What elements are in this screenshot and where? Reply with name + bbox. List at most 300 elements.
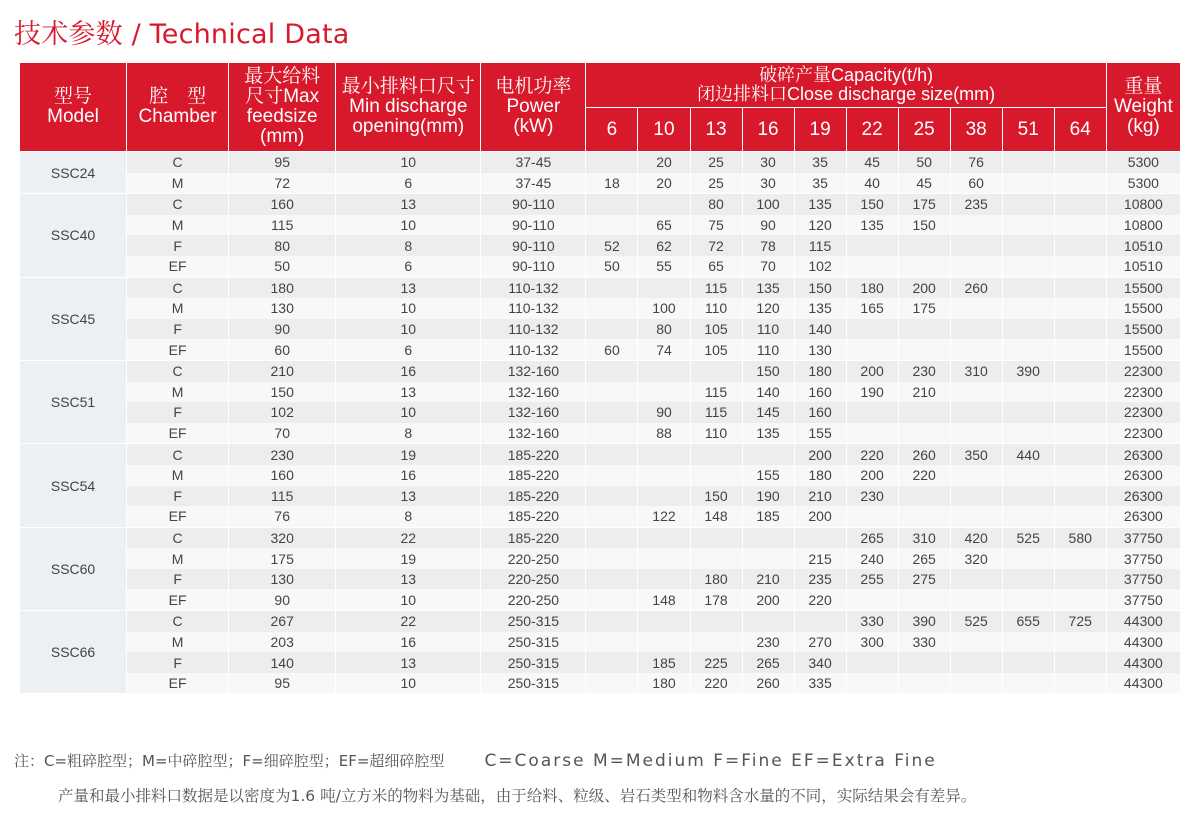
power-cell: 250-315 — [481, 673, 586, 694]
capacity-cell — [898, 486, 950, 507]
feedsize-cell: 160 — [229, 465, 336, 486]
table-row — [20, 506, 1181, 527]
weight-cell: 26300 — [1106, 444, 1180, 465]
table-row — [20, 402, 1181, 423]
capacity-cell: 255 — [846, 569, 898, 590]
power-cell: 185-220 — [481, 465, 586, 486]
chamber-cell: EF — [127, 506, 229, 527]
capacity-cell: 60 — [950, 173, 1002, 194]
disclaimer-note: 产量和最小排料口数据是以密度为1.6 吨/立方米的物料为基础，由于给料、粒级、岩石类型和物料含水量的不同，实际结果会有差异。 — [58, 787, 977, 805]
capacity-cell: 150 — [846, 194, 898, 215]
capacity-cell: 235 — [794, 569, 846, 590]
min-discharge-cell: 8 — [336, 506, 481, 527]
table-row — [20, 277, 1181, 298]
capacity-cell: 180 — [846, 277, 898, 298]
capacity-cell — [846, 652, 898, 673]
capacity-cell — [1002, 423, 1054, 444]
capacity-cell — [586, 465, 638, 486]
header-capacity — [586, 63, 1106, 108]
capacity-cell: 60 — [586, 339, 638, 360]
header-feed-l2: 尺寸Max — [245, 86, 320, 108]
capacity-cell — [1054, 569, 1106, 590]
feedsize-cell: 60 — [229, 339, 336, 360]
capacity-cell — [586, 611, 638, 632]
capacity-cell — [950, 569, 1002, 590]
capacity-cell: 50 — [586, 256, 638, 277]
chamber-cell: C — [127, 611, 229, 632]
capacity-cell: 35 — [794, 173, 846, 194]
capacity-cell — [794, 611, 846, 632]
header-feed-l1: 最大给料 — [244, 66, 321, 88]
power-cell: 220-250 — [481, 589, 586, 610]
weight-cell: 22300 — [1106, 402, 1180, 423]
weight-cell: 10510 — [1106, 256, 1180, 277]
capacity-cell — [638, 277, 690, 298]
capacity-cell — [898, 589, 950, 610]
table-row — [20, 465, 1181, 486]
feedsize-cell: 150 — [229, 382, 336, 403]
capacity-cell: 200 — [846, 465, 898, 486]
header-feed-l4: (mm) — [260, 125, 305, 147]
header-min-discharge — [336, 63, 481, 152]
header-model-zh: 型号 — [54, 86, 93, 108]
capacity-cell — [846, 589, 898, 610]
table-row — [20, 215, 1181, 236]
weight-cell: 44300 — [1106, 652, 1180, 673]
capacity-cell: 160 — [794, 402, 846, 423]
capacity-cell: 80 — [638, 319, 690, 340]
header-size-38: 38 — [950, 108, 1002, 152]
capacity-cell: 230 — [742, 632, 794, 653]
feedsize-cell: 50 — [229, 256, 336, 277]
capacity-cell — [1054, 673, 1106, 694]
model-cell: SSC45 — [20, 277, 127, 360]
capacity-cell: 225 — [690, 652, 742, 673]
feedsize-cell: 90 — [229, 589, 336, 610]
min-discharge-cell: 13 — [336, 652, 481, 673]
capacity-cell — [1002, 256, 1054, 277]
feedsize-cell: 80 — [229, 235, 336, 256]
feedsize-cell: 90 — [229, 319, 336, 340]
capacity-cell: 148 — [690, 506, 742, 527]
chamber-cell: EF — [127, 673, 229, 694]
power-cell: 90-110 — [481, 256, 586, 277]
header-model-en: Model — [47, 106, 99, 127]
capacity-cell: 320 — [950, 548, 1002, 569]
capacity-cell — [586, 298, 638, 319]
capacity-cell: 65 — [690, 256, 742, 277]
feedsize-cell: 320 — [229, 527, 336, 548]
weight-cell: 44300 — [1106, 611, 1180, 632]
capacity-cell — [638, 360, 690, 381]
table-row — [20, 256, 1181, 277]
table-row — [20, 235, 1181, 256]
capacity-cell — [950, 506, 1002, 527]
power-cell: 132-160 — [481, 382, 586, 403]
min-discharge-cell: 10 — [336, 215, 481, 236]
capacity-cell: 115 — [794, 235, 846, 256]
capacity-cell: 35 — [794, 152, 846, 173]
chamber-cell: C — [127, 152, 229, 173]
capacity-cell: 260 — [742, 673, 794, 694]
capacity-cell: 30 — [742, 173, 794, 194]
capacity-cell — [1054, 152, 1106, 173]
header-max-feedsize — [229, 63, 336, 152]
chamber-cell: EF — [127, 256, 229, 277]
capacity-cell: 135 — [742, 277, 794, 298]
capacity-cell — [742, 444, 794, 465]
table-row — [20, 173, 1181, 194]
header-power-l2: Power — [506, 96, 561, 118]
min-discharge-cell: 19 — [336, 548, 481, 569]
capacity-cell — [950, 652, 1002, 673]
chamber-cell: C — [127, 527, 229, 548]
capacity-cell: 335 — [794, 673, 846, 694]
capacity-cell: 115 — [690, 277, 742, 298]
capacity-cell — [950, 423, 1002, 444]
table-row — [20, 611, 1181, 632]
power-cell: 132-160 — [481, 402, 586, 423]
capacity-cell: 65 — [638, 215, 690, 236]
capacity-cell: 110 — [742, 319, 794, 340]
capacity-cell: 155 — [742, 465, 794, 486]
header-size-10: 10 — [638, 108, 690, 152]
min-discharge-cell: 6 — [336, 173, 481, 194]
capacity-cell — [586, 652, 638, 673]
capacity-cell — [1002, 632, 1054, 653]
capacity-cell — [586, 589, 638, 610]
capacity-cell: 180 — [794, 360, 846, 381]
capacity-cell: 25 — [690, 173, 742, 194]
capacity-cell: 105 — [690, 319, 742, 340]
chamber-cell: M — [127, 215, 229, 236]
capacity-cell — [1054, 194, 1106, 215]
capacity-cell: 220 — [690, 673, 742, 694]
model-cell: SSC24 — [20, 152, 127, 194]
feedsize-cell: 115 — [229, 215, 336, 236]
table-row — [20, 632, 1181, 653]
min-discharge-cell: 16 — [336, 465, 481, 486]
capacity-cell: 310 — [898, 527, 950, 548]
power-cell: 37-45 — [481, 152, 586, 173]
capacity-cell — [1054, 256, 1106, 277]
model-cell: SSC54 — [20, 444, 127, 527]
power-cell: 37-45 — [481, 173, 586, 194]
min-discharge-cell: 6 — [336, 256, 481, 277]
table-row — [20, 382, 1181, 403]
capacity-cell — [638, 611, 690, 632]
capacity-cell — [898, 506, 950, 527]
header-capacity-l2: 闭边排料口Close discharge size(mm) — [697, 84, 996, 104]
chamber-cell: F — [127, 319, 229, 340]
capacity-cell — [1054, 652, 1106, 673]
feedsize-cell: 180 — [229, 277, 336, 298]
capacity-cell: 215 — [794, 548, 846, 569]
capacity-cell — [1054, 360, 1106, 381]
capacity-cell: 75 — [690, 215, 742, 236]
capacity-cell — [586, 402, 638, 423]
min-discharge-cell: 13 — [336, 569, 481, 590]
capacity-cell: 18 — [586, 173, 638, 194]
weight-cell: 26300 — [1106, 486, 1180, 507]
header-size-19: 19 — [794, 108, 846, 152]
power-cell: 185-220 — [481, 527, 586, 548]
capacity-cell: 122 — [638, 506, 690, 527]
capacity-cell: 135 — [794, 194, 846, 215]
capacity-cell — [690, 632, 742, 653]
capacity-cell: 180 — [690, 569, 742, 590]
feedsize-cell: 72 — [229, 173, 336, 194]
capacity-cell: 120 — [794, 215, 846, 236]
capacity-cell — [1002, 402, 1054, 423]
capacity-cell — [1002, 652, 1054, 673]
capacity-cell — [898, 652, 950, 673]
capacity-cell: 55 — [638, 256, 690, 277]
power-cell: 90-110 — [481, 235, 586, 256]
weight-cell: 26300 — [1106, 465, 1180, 486]
min-discharge-cell: 13 — [336, 486, 481, 507]
table-row — [20, 673, 1181, 694]
capacity-cell — [950, 673, 1002, 694]
capacity-cell: 230 — [898, 360, 950, 381]
min-discharge-cell: 13 — [336, 382, 481, 403]
capacity-cell — [1054, 465, 1106, 486]
capacity-cell — [1002, 152, 1054, 173]
power-cell: 110-132 — [481, 339, 586, 360]
header-size-64: 64 — [1054, 108, 1106, 152]
feedsize-cell: 203 — [229, 632, 336, 653]
capacity-cell: 440 — [1002, 444, 1054, 465]
weight-cell: 10800 — [1106, 215, 1180, 236]
table-row — [20, 569, 1181, 590]
weight-cell: 5300 — [1106, 173, 1180, 194]
capacity-cell — [950, 235, 1002, 256]
capacity-cell: 210 — [794, 486, 846, 507]
chamber-cell: F — [127, 486, 229, 507]
capacity-cell: 310 — [950, 360, 1002, 381]
capacity-cell: 270 — [794, 632, 846, 653]
capacity-cell — [950, 465, 1002, 486]
capacity-cell: 20 — [638, 173, 690, 194]
header-weight-l3: (kg) — [1127, 115, 1160, 137]
capacity-cell: 45 — [898, 173, 950, 194]
feedsize-cell: 267 — [229, 611, 336, 632]
capacity-cell: 135 — [794, 298, 846, 319]
capacity-cell — [898, 423, 950, 444]
capacity-cell: 150 — [794, 277, 846, 298]
capacity-cell: 265 — [898, 548, 950, 569]
capacity-cell — [1002, 277, 1054, 298]
capacity-cell — [950, 339, 1002, 360]
table-row — [20, 319, 1181, 340]
capacity-cell — [690, 360, 742, 381]
capacity-cell — [1054, 632, 1106, 653]
capacity-cell — [586, 382, 638, 403]
power-cell: 250-315 — [481, 632, 586, 653]
capacity-cell — [846, 673, 898, 694]
capacity-cell: 76 — [950, 152, 1002, 173]
header-discharge-l3: opening(mm) — [352, 115, 465, 137]
capacity-cell — [586, 569, 638, 590]
chamber-cell: M — [127, 632, 229, 653]
header-size-6: 6 — [586, 108, 638, 152]
chamber-cell: C — [127, 277, 229, 298]
feedsize-cell: 160 — [229, 194, 336, 215]
capacity-cell — [898, 673, 950, 694]
capacity-cell: 175 — [898, 194, 950, 215]
capacity-cell: 115 — [690, 382, 742, 403]
capacity-cell — [1002, 465, 1054, 486]
weight-cell: 5300 — [1106, 152, 1180, 173]
min-discharge-cell: 13 — [336, 194, 481, 215]
capacity-cell: 655 — [1002, 611, 1054, 632]
capacity-cell — [586, 506, 638, 527]
header-weight-l2: Weight — [1113, 96, 1173, 118]
header-power-l1: 电机功率 — [495, 76, 572, 98]
capacity-cell — [586, 215, 638, 236]
capacity-cell: 420 — [950, 527, 1002, 548]
capacity-cell — [586, 152, 638, 173]
table-row — [20, 298, 1181, 319]
capacity-cell — [1002, 486, 1054, 507]
capacity-cell — [950, 382, 1002, 403]
chamber-cell: EF — [127, 589, 229, 610]
capacity-cell — [1054, 339, 1106, 360]
capacity-cell — [1002, 382, 1054, 403]
weight-cell: 26300 — [1106, 506, 1180, 527]
min-discharge-cell: 10 — [336, 319, 481, 340]
capacity-cell: 185 — [638, 652, 690, 673]
capacity-cell: 110 — [690, 423, 742, 444]
capacity-cell: 160 — [794, 382, 846, 403]
weight-cell: 37750 — [1106, 548, 1180, 569]
capacity-cell: 110 — [690, 298, 742, 319]
chamber-cell: F — [127, 569, 229, 590]
capacity-cell: 150 — [690, 486, 742, 507]
capacity-cell — [1002, 319, 1054, 340]
capacity-cell — [1054, 423, 1106, 444]
capacity-cell — [846, 402, 898, 423]
capacity-cell: 150 — [898, 215, 950, 236]
feedsize-cell: 230 — [229, 444, 336, 465]
header-feed-l3: feedsize — [246, 106, 318, 127]
weight-cell: 37750 — [1106, 527, 1180, 548]
capacity-cell: 100 — [742, 194, 794, 215]
min-discharge-cell: 19 — [336, 444, 481, 465]
model-cell: SSC51 — [20, 360, 127, 443]
capacity-cell — [1054, 548, 1106, 569]
feedsize-cell: 130 — [229, 569, 336, 590]
capacity-cell — [1054, 486, 1106, 507]
capacity-cell: 135 — [742, 423, 794, 444]
capacity-cell — [690, 527, 742, 548]
capacity-cell — [1002, 339, 1054, 360]
chamber-cell: M — [127, 465, 229, 486]
capacity-cell — [586, 527, 638, 548]
table-body — [20, 152, 1181, 694]
chamber-cell: M — [127, 173, 229, 194]
capacity-cell: 190 — [846, 382, 898, 403]
weight-cell: 44300 — [1106, 673, 1180, 694]
header-capacity-l1: 破碎产量Capacity(t/h) — [759, 65, 934, 86]
weight-cell: 15500 — [1106, 298, 1180, 319]
capacity-cell — [586, 632, 638, 653]
capacity-cell: 300 — [846, 632, 898, 653]
weight-cell: 22300 — [1106, 360, 1180, 381]
capacity-cell — [690, 465, 742, 486]
power-cell: 220-250 — [481, 548, 586, 569]
min-discharge-cell: 10 — [336, 589, 481, 610]
capacity-cell: 200 — [794, 506, 846, 527]
capacity-cell — [1002, 173, 1054, 194]
capacity-cell — [742, 527, 794, 548]
min-discharge-cell: 10 — [336, 673, 481, 694]
table-row — [20, 444, 1181, 465]
capacity-cell — [1054, 277, 1106, 298]
capacity-cell — [846, 506, 898, 527]
chamber-cell: F — [127, 235, 229, 256]
weight-cell: 10510 — [1106, 235, 1180, 256]
capacity-cell: 265 — [742, 652, 794, 673]
capacity-cell: 390 — [898, 611, 950, 632]
capacity-cell: 210 — [742, 569, 794, 590]
header-model — [20, 63, 127, 152]
technical-data-table — [19, 62, 1181, 694]
capacity-cell: 74 — [638, 339, 690, 360]
min-discharge-cell: 16 — [336, 632, 481, 653]
capacity-cell — [1054, 382, 1106, 403]
capacity-cell — [742, 611, 794, 632]
capacity-cell — [1054, 506, 1106, 527]
weight-cell: 15500 — [1106, 339, 1180, 360]
capacity-cell: 90 — [742, 215, 794, 236]
capacity-cell — [586, 360, 638, 381]
capacity-cell: 105 — [690, 339, 742, 360]
capacity-cell: 330 — [898, 632, 950, 653]
header-weight-l1: 重量 — [1124, 76, 1163, 98]
feedsize-cell: 175 — [229, 548, 336, 569]
power-cell: 250-315 — [481, 611, 586, 632]
feedsize-cell: 115 — [229, 486, 336, 507]
capacity-cell — [1054, 173, 1106, 194]
capacity-cell: 180 — [794, 465, 846, 486]
feedsize-cell: 140 — [229, 652, 336, 673]
capacity-cell: 350 — [950, 444, 1002, 465]
capacity-cell: 340 — [794, 652, 846, 673]
capacity-cell — [1054, 444, 1106, 465]
feedsize-cell: 76 — [229, 506, 336, 527]
table-row — [20, 589, 1181, 610]
capacity-cell: 390 — [1002, 360, 1054, 381]
capacity-cell: 110 — [742, 339, 794, 360]
chamber-cell: F — [127, 402, 229, 423]
capacity-cell: 88 — [638, 423, 690, 444]
power-cell: 110-132 — [481, 277, 586, 298]
capacity-cell — [898, 402, 950, 423]
header-discharge-l1: 最小排料口尺寸 — [341, 76, 475, 98]
capacity-cell: 70 — [742, 256, 794, 277]
min-discharge-cell: 16 — [336, 360, 481, 381]
weight-cell: 15500 — [1106, 319, 1180, 340]
capacity-cell — [1054, 215, 1106, 236]
capacity-cell — [690, 444, 742, 465]
table-row — [20, 652, 1181, 673]
capacity-cell: 220 — [898, 465, 950, 486]
capacity-cell — [950, 402, 1002, 423]
capacity-cell — [950, 215, 1002, 236]
header-chamber-zh: 腔 型 — [149, 86, 207, 108]
feedsize-cell: 95 — [229, 673, 336, 694]
